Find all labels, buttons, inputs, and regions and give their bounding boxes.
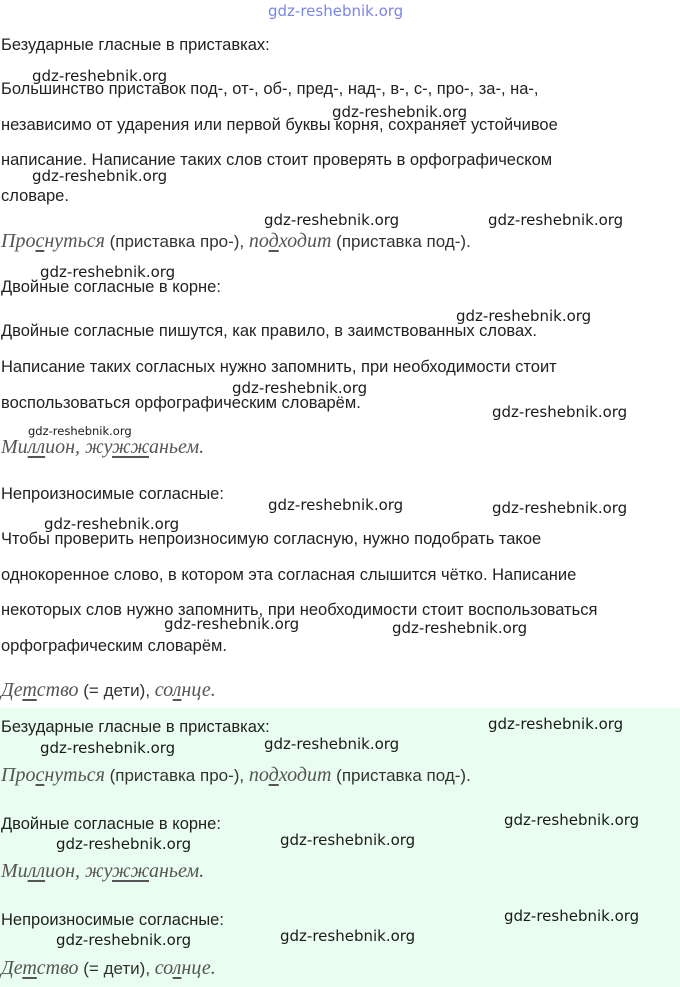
watermark: gdz-reshebnik.org [268, 496, 404, 514]
section-heading-double: Двойные согласные в корне: [1, 278, 221, 296]
watermark: gdz-reshebnik.org [268, 2, 404, 20]
watermark: gdz-reshebnik.org [456, 307, 592, 325]
watermark: gdz-reshebnik.org [28, 424, 132, 438]
watermark: gdz-reshebnik.org [44, 515, 180, 533]
paragraph-line: воспользоваться орфографическим словарём. [1, 394, 361, 412]
example-double: Миллион, жужжаньем. [1, 436, 205, 458]
watermark: gdz-reshebnik.org [164, 615, 300, 633]
watermark: gdz-reshebnik.org [56, 931, 192, 949]
watermark: gdz-reshebnik.org [492, 403, 628, 421]
watermark: gdz-reshebnik.org [332, 103, 468, 121]
paragraph-line: словаре. [1, 187, 69, 205]
watermark: gdz-reshebnik.org [280, 831, 416, 849]
summary-example-prefixes: Проснуться (приставка про-), подходит (приставка под-). [1, 764, 471, 786]
watermark: gdz-reshebnik.org [56, 835, 192, 853]
watermark: gdz-reshebnik.org [40, 739, 176, 757]
watermark: gdz-reshebnik.org [32, 67, 168, 85]
paragraph-line: Чтобы проверить непроизносимую согласную, нужно подобрать такое [1, 530, 542, 548]
example-silent: Детство (= дети), солнце. [1, 679, 216, 701]
summary-example-silent: Детство (= дети), солнце. [1, 957, 216, 979]
summary-heading-silent: Непроизносимые согласные: [1, 911, 224, 929]
paragraph-line: Большинство приставок под-, от-, об-, пред-, над-, в-, с-, про-, за-, на-, [1, 80, 539, 98]
watermark: gdz-reshebnik.org [504, 907, 640, 925]
paragraph-line: орфографическим словарём. [1, 637, 227, 655]
paragraph-line: независимо от ударения или первой буквы корня, сохраняет устойчивое [1, 116, 558, 134]
paragraph-line: некоторых слов нужно запомнить, при необходимости стоит воспользоваться [1, 601, 598, 619]
summary-heading-prefixes: Безударные гласные в приставках: [1, 718, 270, 736]
section-heading-prefixes: Безударные гласные в приставках: [1, 36, 270, 54]
section-heading-silent: Непроизносимые согласные: [1, 485, 224, 503]
watermark: gdz-reshebnik.org [488, 715, 624, 733]
paragraph-line: Двойные согласные пишутся, как правило, в заимствованных словах. [1, 322, 538, 340]
summary-example-double: Миллион, жужжаньем. [1, 860, 205, 882]
watermark: gdz-reshebnik.org [264, 735, 400, 753]
watermark: gdz-reshebnik.org [232, 379, 368, 397]
watermark: gdz-reshebnik.org [264, 211, 400, 229]
watermark: gdz-reshebnik.org [392, 619, 528, 637]
example-prefixes: Проснуться (приставка про-), подходит (приставка под-). [1, 230, 471, 252]
paragraph-line: Написание таких согласных нужно запомнить, при необходимости стоит [1, 358, 557, 376]
watermark: gdz-reshebnik.org [40, 263, 176, 281]
paragraph-line: написание. Написание таких слов стоит проверять в орфографическом [1, 151, 553, 169]
watermark: gdz-reshebnik.org [32, 167, 168, 185]
watermark: gdz-reshebnik.org [488, 211, 624, 229]
paragraph-line: однокоренное слово, в котором эта согласная слышится чётко. Написание [1, 566, 577, 584]
watermark: gdz-reshebnik.org [504, 811, 640, 829]
watermark: gdz-reshebnik.org [492, 499, 628, 517]
summary-heading-double: Двойные согласные в корне: [1, 815, 221, 833]
watermark: gdz-reshebnik.org [280, 927, 416, 945]
